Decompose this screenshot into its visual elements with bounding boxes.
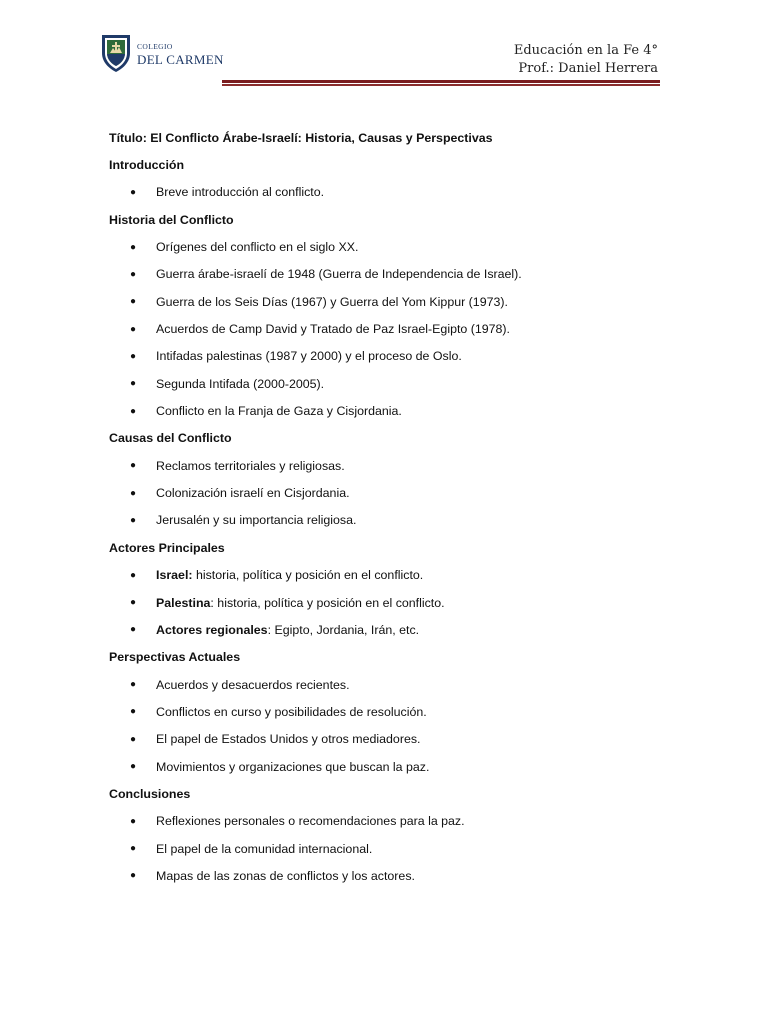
crest-icon bbox=[100, 33, 132, 73]
item-bold-label: Actores regionales bbox=[156, 622, 268, 637]
list-item bbox=[109, 698, 689, 725]
item-text: Conflicto en la Franja de Gaza y Cisjordania. bbox=[156, 404, 402, 419]
item-text: Colonización israelí en Cisjordania. bbox=[156, 486, 350, 501]
item-text: Reclamos territoriales y religiosas. bbox=[156, 458, 345, 473]
list-item bbox=[109, 726, 689, 753]
item-text: Guerra árabe-israelí de 1948 (Guerra de Independencia de Israel). bbox=[156, 267, 522, 282]
item-text: Acuerdos y desacuerdos recientes. bbox=[156, 677, 350, 692]
item-text: Intifadas palestinas (1987 y 2000) y el proceso de Oslo. bbox=[156, 349, 462, 364]
list-item bbox=[109, 562, 689, 589]
list-item bbox=[109, 343, 689, 370]
item-text: : Egipto, Jordania, Irán, etc. bbox=[267, 622, 420, 637]
teacher-name: Prof.: Daniel Herrera bbox=[518, 61, 658, 76]
item-text: Jerusalén y su importancia religiosa. bbox=[156, 513, 357, 528]
list-item bbox=[109, 589, 689, 616]
logo-small-text: COLEGIO bbox=[137, 42, 173, 51]
document-title: Título: El Conflicto Árabe-Israelí: Historia, Causas y Perspectivas bbox=[109, 130, 493, 145]
section-heading: Conclusiones bbox=[109, 786, 191, 801]
list-item bbox=[109, 288, 689, 315]
bullet-icon: ● bbox=[130, 405, 137, 417]
list-item bbox=[109, 452, 689, 479]
item-bold-label: Israel: bbox=[156, 568, 193, 583]
item-text: : historia, política y posición en el conflicto. bbox=[210, 595, 445, 610]
list-item bbox=[109, 179, 689, 206]
list-item bbox=[109, 616, 689, 643]
list-item bbox=[109, 808, 689, 835]
item-text: Segunda Intifada (2000-2005). bbox=[156, 376, 325, 391]
list-item bbox=[109, 233, 689, 260]
bullet-icon: ● bbox=[130, 815, 137, 827]
bullet-icon: ● bbox=[130, 870, 137, 882]
school-logo bbox=[100, 33, 224, 75]
list-item bbox=[109, 479, 689, 506]
document-body bbox=[109, 124, 689, 890]
bullet-icon: ● bbox=[130, 241, 137, 253]
bullet-icon: ● bbox=[130, 350, 137, 362]
list-item bbox=[109, 370, 689, 397]
bullet-icon: ● bbox=[130, 268, 137, 280]
logo-name-text: DEL CARMEN bbox=[137, 52, 224, 67]
list-item bbox=[109, 507, 689, 534]
item-text: Conflictos en curso y posibilidades de resolución. bbox=[156, 704, 427, 719]
section-heading: Historia del Conflicto bbox=[109, 212, 234, 227]
header-divider bbox=[222, 80, 660, 87]
item-text: Mapas de las zonas de conflictos y los actores. bbox=[156, 868, 415, 883]
course-name: Educación en la Fe 4° bbox=[513, 43, 658, 58]
list-item bbox=[109, 315, 689, 342]
bullet-icon: ● bbox=[130, 597, 137, 609]
bullet-icon: ● bbox=[130, 487, 137, 499]
item-text: Orígenes del conflicto en el siglo XX. bbox=[156, 240, 359, 255]
bullet-icon: ● bbox=[130, 706, 137, 718]
section-heading: Perspectivas Actuales bbox=[109, 650, 241, 665]
bullet-icon: ● bbox=[130, 460, 137, 472]
item-text: Movimientos y organizaciones que buscan la paz. bbox=[156, 759, 430, 774]
item-text: Acuerdos de Camp David y Tratado de Paz Israel-Egipto (1978). bbox=[156, 322, 511, 337]
item-text: Guerra de los Seis Días (1967) y Guerra del Yom Kippur (1973). bbox=[156, 294, 508, 309]
bullet-icon: ● bbox=[130, 323, 137, 335]
list-item bbox=[109, 397, 689, 424]
item-text: Breve introducción al conflicto. bbox=[156, 185, 325, 200]
item-bold-label: Palestina bbox=[156, 595, 211, 610]
list-item bbox=[109, 671, 689, 698]
section-heading: Actores Principales bbox=[109, 540, 225, 555]
bullet-icon: ● bbox=[130, 761, 137, 773]
bullet-icon: ● bbox=[130, 624, 137, 636]
section-heading: Introducción bbox=[109, 158, 185, 173]
bullet-icon: ● bbox=[130, 378, 137, 390]
item-text: historia, política y posición en el conflicto. bbox=[192, 568, 424, 583]
list-item bbox=[109, 835, 689, 862]
bullet-icon: ● bbox=[130, 186, 137, 198]
item-text: Reflexiones personales o recomendaciones para la paz. bbox=[156, 814, 465, 829]
list-item bbox=[109, 753, 689, 780]
item-text: El papel de Estados Unidos y otros mediadores. bbox=[156, 732, 421, 747]
list-item bbox=[109, 261, 689, 288]
bullet-icon: ● bbox=[130, 733, 137, 745]
bullet-icon: ● bbox=[130, 296, 137, 308]
bullet-icon: ● bbox=[130, 569, 137, 581]
header-info bbox=[514, 42, 658, 78]
bullet-icon: ● bbox=[130, 679, 137, 691]
item-text: El papel de la comunidad internacional. bbox=[156, 841, 373, 856]
bullet-icon: ● bbox=[130, 843, 137, 855]
bullet-icon: ● bbox=[130, 514, 137, 526]
list-item bbox=[109, 862, 689, 889]
section-heading: Causas del Conflicto bbox=[109, 431, 232, 446]
